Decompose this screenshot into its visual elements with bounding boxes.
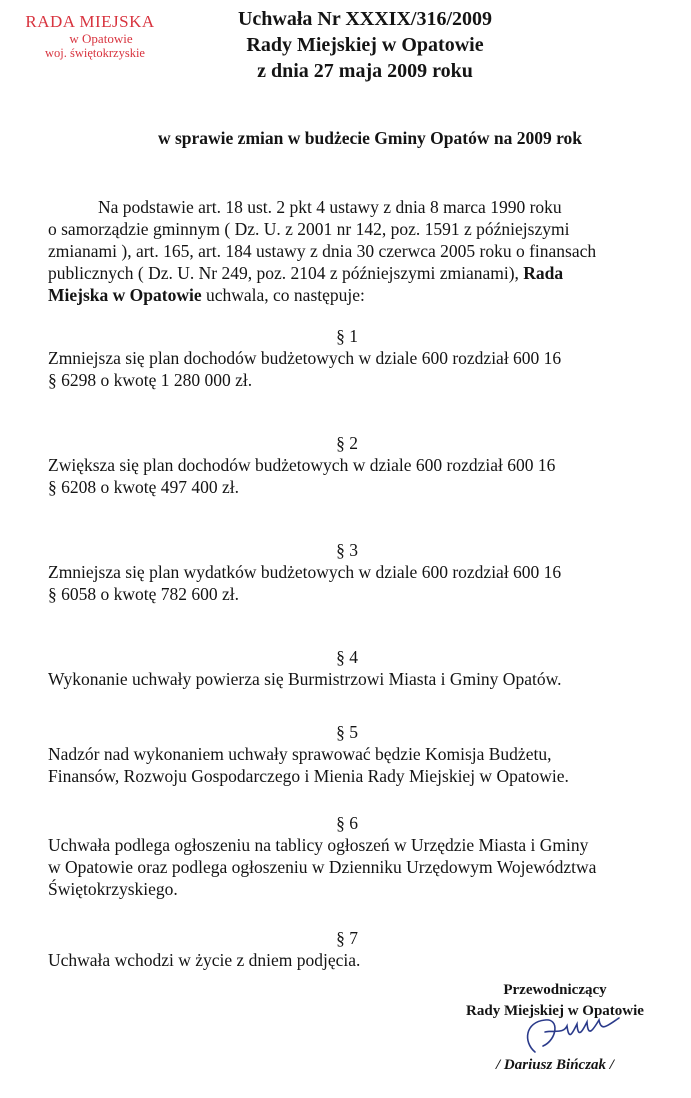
- section-mark: § 7: [336, 928, 358, 948]
- intro-line-2: o samorządzie gminnym ( Dz. U. z 2001 nr 142, poz. 1591 z późniejszymi: [48, 219, 570, 239]
- section-line: Uchwała wchodzi w życie z dniem podjęcia.: [48, 950, 361, 970]
- section-3: [48, 539, 646, 605]
- section-mark: § 2: [336, 433, 358, 453]
- section-line: § 6298 o kwotę 1 280 000 zł.: [48, 370, 253, 390]
- section-line: § 6208 o kwotę 497 400 zł.: [48, 477, 240, 497]
- stamp-line-3: woj. świętokrzyskie: [45, 46, 145, 61]
- intro-line-1: Na podstawie art. 18 ust. 2 pkt 4 ustawy z dnia 8 marca 1990 roku: [98, 197, 562, 217]
- section-line: Wykonanie uchwały powierza się Burmistrzowi Miasta i Gminy Opatów.: [48, 669, 562, 689]
- stamp-line-1: RADA MIEJSKA: [25, 12, 155, 31]
- intro-line-4-bold: Rada: [523, 263, 564, 283]
- section-line: § 6058 o kwotę 782 600 zł.: [48, 584, 240, 604]
- stamp-line-2: w Opatowie: [69, 30, 133, 46]
- section-5: [48, 721, 646, 787]
- signatory-name: / Dariusz Bińczak /: [496, 1057, 614, 1073]
- intro-line-5-text: uchwala, co następuje:: [201, 285, 365, 305]
- section-mark: § 5: [336, 722, 358, 742]
- section-line: w Opatowie oraz podlega ogłoszeniu w Dzienniku Urzędowym Województwa: [48, 857, 597, 877]
- section-mark: § 1: [336, 326, 358, 346]
- resolution-authority: Rady Miejskiej w Opatowie: [246, 34, 484, 56]
- section-line: Nadzór nad wykonaniem uchwały sprawować będzie Komisja Budżetu,: [48, 744, 552, 764]
- section-line: Świętokrzyskiego.: [48, 879, 178, 899]
- section-mark: § 3: [336, 540, 358, 560]
- intro-line-5: [48, 284, 646, 306]
- intro-line-4: [48, 262, 646, 284]
- intro-line-3: zmianami ), art. 165, art. 184 ustawy z dnia 30 czerwca 2005 roku o finansach: [48, 241, 597, 261]
- section-4: [48, 646, 646, 690]
- resolution-date: z dnia 27 maja 2009 roku: [257, 60, 473, 82]
- signature-block: [440, 980, 670, 1076]
- resolution-header: [190, 6, 540, 84]
- intro-line-5-bold: Miejska w Opatowie: [48, 285, 202, 305]
- section-6: [48, 812, 646, 900]
- signatory-title: Przewodniczący: [503, 982, 607, 998]
- council-stamp: [10, 12, 170, 61]
- section-mark: § 4: [336, 647, 358, 667]
- section-line: Finansów, Rozwoju Gospodarczego i Mienia Rady Miejskiej w Opatowie.: [48, 766, 569, 786]
- section-line: Zwiększa się plan dochodów budżetowych w dziale 600 rozdział 600 16: [48, 455, 556, 475]
- legal-basis: [48, 196, 646, 306]
- resolution-number: Uchwała Nr XXXIX/316/2009: [237, 8, 493, 30]
- resolution-subject: w sprawie zmian w budżecie Gminy Opatów na 2009 rok: [157, 128, 583, 148]
- section-2: [48, 432, 646, 498]
- section-1: [48, 325, 646, 391]
- document-body: [48, 196, 646, 971]
- section-7: [48, 927, 646, 971]
- section-mark: § 6: [336, 813, 358, 833]
- intro-line-4-text: publicznych ( Dz. U. Nr 249, poz. 2104 z późniejszymi zmianami),: [48, 263, 524, 283]
- section-line: Uchwała podlega ogłoszeniu na tablicy ogłoszeń w Urzędzie Miasta i Gminy: [48, 835, 589, 855]
- signatory-body: Rady Miejskiej w Opatowie: [466, 1003, 644, 1019]
- section-line: Zmniejsza się plan dochodów budżetowych w dziale 600 rozdział 600 16: [48, 348, 562, 368]
- section-line: Zmniejsza się plan wydatków budżetowych w dziale 600 rozdział 600 16: [48, 562, 562, 582]
